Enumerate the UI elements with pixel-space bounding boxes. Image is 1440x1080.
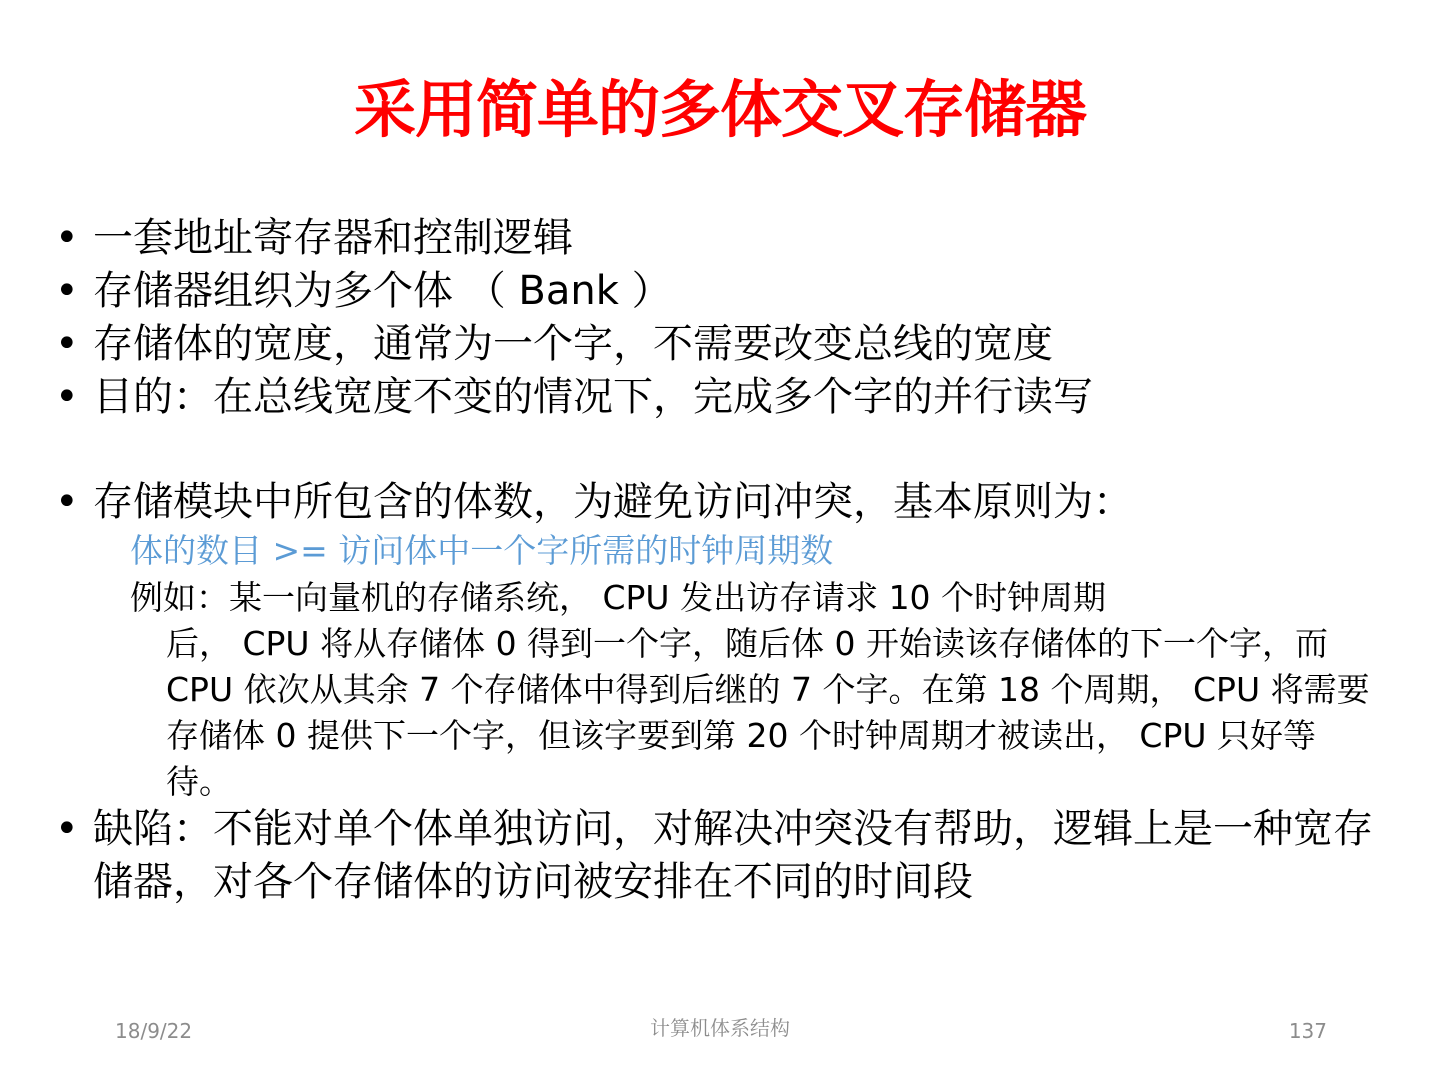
bullet-item-3 [55,318,1400,371]
example-paragraph [130,575,1370,805]
bullet-text: 缺陷：不能对单个体单独访问，对解决冲突没有帮助，逻辑上是一种宽存储器，对各个存储体的访问被安排在不同的时间段 [93,806,1373,905]
bullet-item-1 [55,212,1400,265]
footer-date: 18/9/22 [115,1019,193,1043]
bullet-dot: • [55,479,79,525]
bullet-item-2 [55,265,1400,318]
bullet-item-5 [55,476,1400,529]
bullet-text: 目的：在总线宽度不变的情况下，完成多个字的并行读写 [93,374,1093,420]
bullet-dot: • [55,806,79,852]
bullet-dot: • [55,268,79,314]
bullet-text: 一套地址寄存器和控制逻辑 [93,215,573,261]
example-first-line: 例如：某一向量机的存储系统， CPU 发出访存请求 10 个时钟周期 [130,578,1107,617]
bullet-text: 存储模块中所包含的体数，为避免访问冲突，基本原则为： [93,479,1133,525]
bullet-item-4 [55,371,1400,424]
footer-course-title: 计算机体系结构 [650,1016,790,1040]
bank-count-rule: 体的数目 >= 访问体中一个字所需的时钟周期数 [130,531,834,570]
bullet-dot: • [55,374,79,420]
bullet-item-6 [55,803,1400,909]
example-continuation: 后， CPU 将从存储体 0 得到一个字，随后体 0 开始读该存储体的下一个字，而 CPU 依次从其余 7 个存储体中得到后继的 7 个字。在第 18 个周期， CPU 将需要存储体 0 提供下一个字，但该字要到第 20 个时钟周期才被读出， CPU 只好等待。 [166,624,1370,801]
slide-title: 采用简单的多体交叉存储器 [353,73,1086,146]
bullet-text: 存储器组织为多个体 （ Bank ） [93,268,672,314]
footer-page-number: 137 [1288,1019,1327,1043]
bullet-text: 存储体的宽度，通常为一个字，不需要改变总线的宽度 [93,321,1053,367]
bullet-dot: • [55,215,79,261]
bullet-dot: • [55,321,79,367]
